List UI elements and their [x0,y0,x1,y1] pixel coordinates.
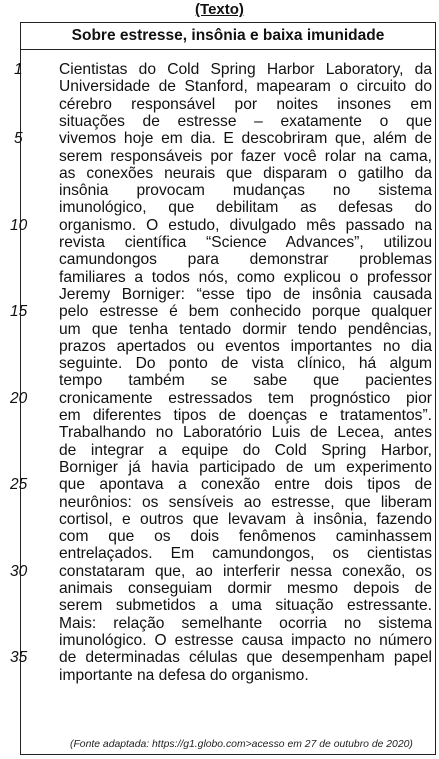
text-line: importante na defesa do organismo. [59,666,309,684]
text-line: situações de estresse – exatamente o que [59,112,432,130]
line-number: 15 [10,303,28,321]
text-line: animais conseguiam dormir mesmo depois de [59,580,432,597]
text-line: um que tenha tentado dormir tendo pendências, [59,320,432,338]
text-label: (Texto) [195,1,244,18]
line-number: 10 [10,216,28,234]
text-line: entrelaçados. Em camundongos, os cientistas [59,545,432,563]
text-line: Mais: relação semelhante ocorria no sistema [59,614,432,632]
text-line: Universidade de Stanford, mapearam o circuito do [59,78,432,96]
text-line: serem submetidos a uma situação estressante. [59,597,432,615]
line-number: 20 [10,389,28,407]
text-line: de determinadas células que desempenham papel [59,649,432,667]
line-number: 1 [14,61,23,78]
text-line: constataram que, ao interferir nessa conexão, os [59,562,432,580]
text-line: Cientistas do Cold Spring Harbor Laboratory, da [59,61,432,78]
text-line: com que os dois fenômenos caminhassem [59,528,432,546]
line-number: 25 [10,476,28,494]
text-line: revista científica “Science Advances”, utilizou [59,234,432,251]
article-title: Sobre estresse, insônia e baixa imunidade [21,23,435,50]
line-number: 35 [10,649,28,667]
line-number: 30 [10,562,28,580]
text-line: imunológico, que debilitam as defesas do [59,199,432,217]
line-number: 5 [14,130,23,148]
text-line: insônia provocam mudanças no sistema [59,182,432,200]
text-line: de integrar a equipe do Cold Spring Harbor, [59,441,432,459]
text-line: Trabalhando no Laboratório Luis de Lecea, antes [59,424,432,442]
text-line: em diferentes tipos de doenças e tratamentos”. [59,407,432,424]
text-line: seguinte. Do ponto de vista clínico, há algum [59,355,432,373]
text-line: Borniger já havia participado de um experimento [59,458,432,476]
text-line: camundongos para demonstrar problemas [59,251,432,269]
text-box [10,22,436,755]
text-line: que apontava a conexão entre dois tipos de [59,476,432,494]
text-line: organismo. O estudo, divulgado mês passado na [59,216,432,234]
text-line: vivemos hoje em dia. E descobriram que, além de [59,130,432,148]
text-line: as conexões neurais que disparam o gatilho da [59,164,432,182]
text-line: pelo estresse é bem conhecido porque qualquer [59,303,432,321]
source-citation: (Fonte adaptada: https://g1.globo.com>acesso em 27 de outubro de 2020) [70,739,413,750]
text-line: cortisol, e outros que levavam à insônia, fazendo [59,510,432,528]
text-line: serem responsáveis por fazer você rolar na cama, [59,147,432,165]
text-line: tempo também se sabe que pacientes [59,372,432,390]
text-line: neurônios: os sensíveis ao estresse, que liberam [59,493,432,511]
text-line: familiares a todos nós, como explicou o professor [59,268,432,286]
text-line: Jeremy Borniger: “esse tipo de insônia causada [59,285,432,303]
text-line: prazos apertados ou eventos importantes no dia [59,337,432,355]
text-line: cérebro responsável por noites insones em [59,95,432,113]
text-line: cronicamente estressados tem prognóstico pior [59,389,432,407]
text-line: imunológico. O estresse causa impacto no número [59,631,432,649]
